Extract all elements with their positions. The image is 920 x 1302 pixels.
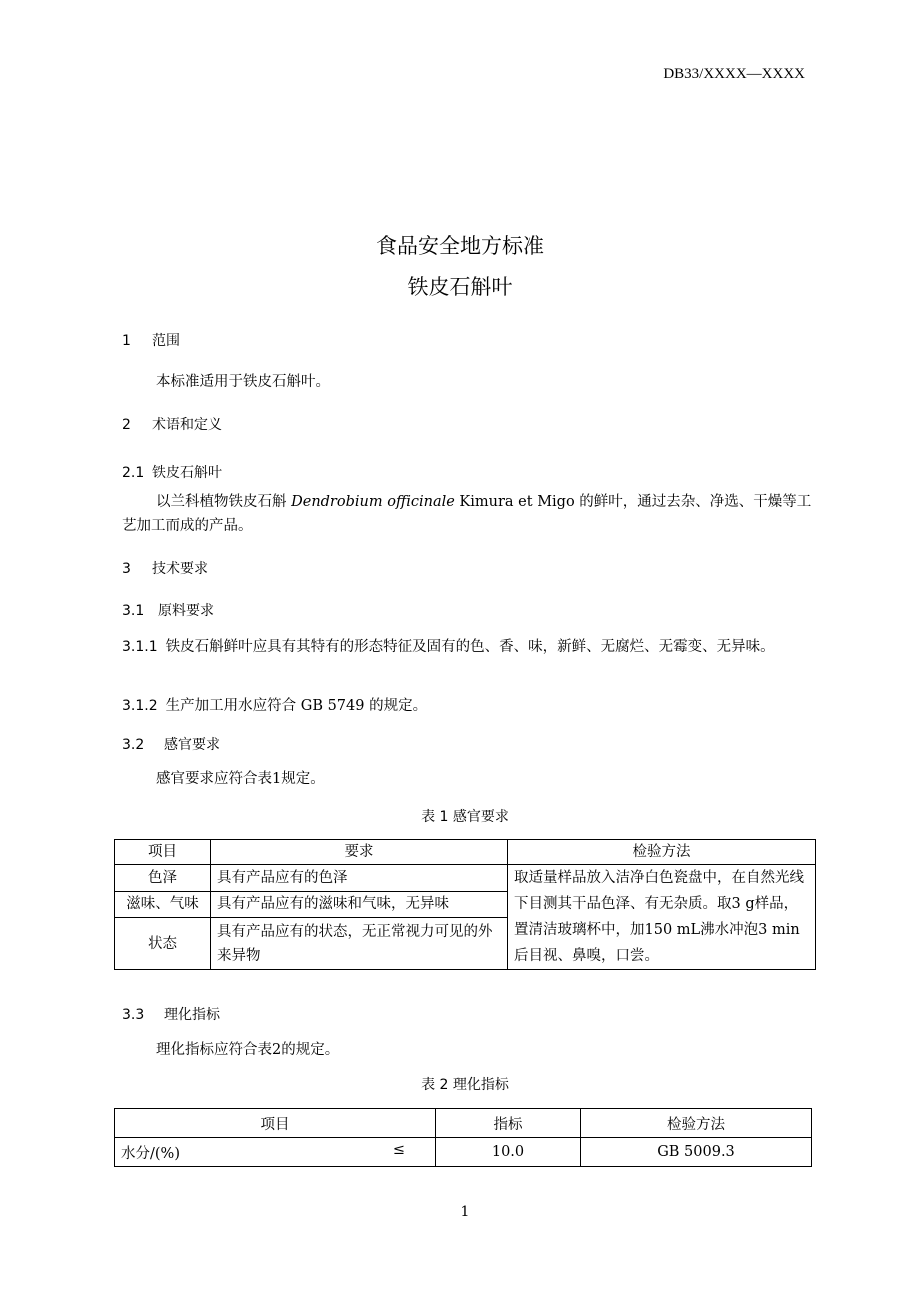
- section-title: 铁皮石斛叶: [152, 465, 222, 481]
- section-number: 2: [122, 417, 131, 433]
- table-1-caption: 表 1 感官要求: [421, 809, 509, 825]
- value-cell: 10.0: [436, 1138, 581, 1167]
- header-cell: 检验方法: [581, 1109, 812, 1138]
- section-title: 技术要求: [152, 561, 208, 577]
- section-3-heading: [122, 558, 208, 578]
- section-title: 理化指标: [164, 1007, 220, 1023]
- clause-number: 3.1.2: [122, 698, 158, 714]
- header-cell: 项目: [115, 1109, 436, 1138]
- section-number: 3.1: [122, 603, 145, 619]
- section-3-1-heading: [122, 600, 214, 620]
- definition-text-pre: 以兰科植物铁皮石斛: [156, 494, 292, 510]
- section-title: 范围: [152, 333, 180, 349]
- inequality-sign: ≤: [392, 1141, 405, 1158]
- section-3-3-heading: [122, 1004, 220, 1024]
- requirement-cell: 具有产品应有的滋味和气味，无异味: [211, 891, 508, 918]
- clause-text: 铁皮石斛鲜叶应具有其特有的形态特征及固有的色、香、味，新鲜、无腐烂、无霉变、无异味。: [165, 639, 775, 655]
- section-2-1-text: [122, 490, 812, 538]
- section-1-heading: [122, 330, 180, 350]
- item-cell: [115, 1138, 436, 1167]
- item-cell: 状态: [115, 918, 211, 970]
- section-number: 2.1: [122, 465, 145, 481]
- table-row: [115, 1138, 812, 1167]
- product-title: 铁皮石斛叶: [407, 275, 513, 299]
- section-3-3-text: 理化指标应符合表2的规定。: [156, 1042, 340, 1058]
- section-3-2-heading: [122, 734, 220, 754]
- document-code: DB33/XXXX—XXXX: [663, 66, 805, 82]
- method-cell: 取适量样品放入洁净白色瓷盘中，在自然光线下目测其干品色泽、有无杂质。取3 g样品，置清洁玻璃杯中，加150 mL沸水冲泡3 min后目视、鼻嗅，口尝。: [508, 865, 816, 970]
- section-number: 3.2: [122, 737, 145, 753]
- clause-text: 生产加工用水应符合 GB 5749 的规定。: [165, 698, 428, 714]
- section-title: 原料要求: [158, 603, 214, 619]
- header-cell: 检验方法: [508, 840, 816, 865]
- standard-title: 食品安全地方标准: [376, 234, 544, 258]
- section-title: 感官要求: [164, 737, 220, 753]
- clause-3-1-2: [122, 694, 812, 718]
- section-2-heading: [122, 414, 222, 434]
- header-cell: 要求: [211, 840, 508, 865]
- section-number: 3.3: [122, 1007, 145, 1023]
- header-cell: 指标: [436, 1109, 581, 1138]
- table-header-row: [115, 1109, 812, 1138]
- definition-text-post: Kimura et Migo 的鲜叶，通过去杂、净选、干燥等工艺加工而成的产品。: [122, 494, 812, 534]
- requirement-cell: 具有产品应有的状态，无正常视力可见的外来异物: [211, 918, 508, 970]
- section-title: 术语和定义: [152, 417, 222, 433]
- section-1-text: 本标准适用于铁皮石斛叶。: [156, 374, 330, 390]
- section-3-2-text: 感官要求应符合表1规定。: [156, 771, 325, 787]
- table-row: [115, 865, 816, 892]
- method-cell: GB 5009.3: [581, 1138, 812, 1167]
- section-2-1-heading: [122, 462, 222, 482]
- requirement-cell: 具有产品应有的色泽: [211, 865, 508, 892]
- clause-number: 3.1.1: [122, 639, 158, 655]
- table-2-caption: 表 2 理化指标: [421, 1077, 509, 1093]
- item-cell: 滋味、气味: [115, 891, 211, 918]
- physicochemical-table: [114, 1108, 812, 1167]
- table-header-row: [115, 840, 816, 865]
- clause-3-1-1: [122, 635, 812, 659]
- sensory-requirements-table: [114, 839, 816, 970]
- section-number: 3: [122, 561, 131, 577]
- header-cell: 项目: [115, 840, 211, 865]
- latin-name: Dendrobium officinale: [291, 494, 455, 510]
- item-label: 水分/(%): [121, 1145, 180, 1162]
- item-cell: 色泽: [115, 865, 211, 892]
- section-number: 1: [122, 333, 131, 349]
- page-number: 1: [460, 1204, 470, 1220]
